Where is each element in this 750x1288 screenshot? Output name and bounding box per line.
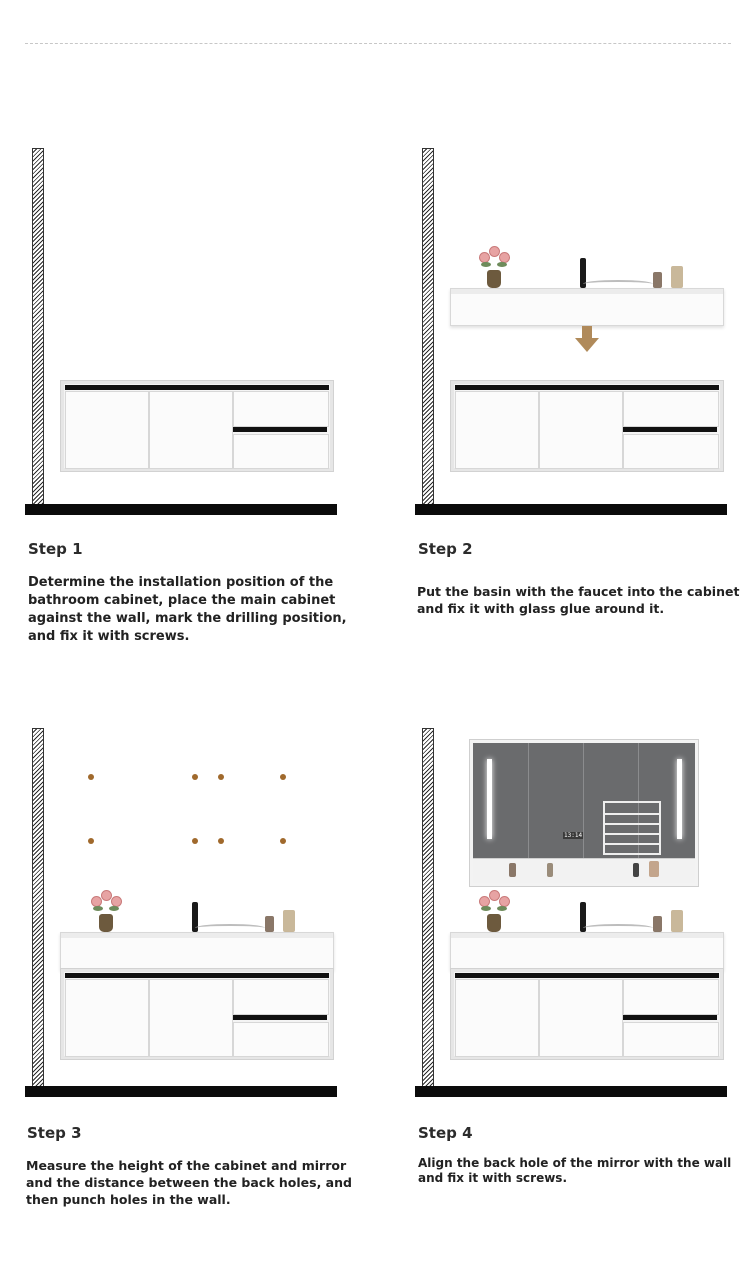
shelf-bottle	[649, 861, 659, 877]
step-description: Measure the height of the cabinet and mirror and the distance between the back holes, and then punch holes in the wall.	[26, 1158, 352, 1207]
main-cabinet	[60, 968, 334, 1060]
faucet-spout	[195, 924, 265, 932]
drawer-handle	[233, 427, 327, 432]
shelf-bottle	[633, 863, 639, 877]
led-light-strip	[677, 759, 682, 839]
cabinet-door	[149, 391, 233, 469]
cabinet-door	[65, 979, 149, 1057]
flower-vase	[487, 270, 501, 288]
basin-surface	[61, 933, 333, 938]
mirror-open-shelf	[473, 858, 695, 883]
lotion-bottle	[671, 266, 683, 288]
cabinet-drawer	[623, 391, 719, 427]
reflected-towel-rack	[603, 801, 661, 855]
basin-surface	[451, 933, 723, 938]
step-description: Put the basin with the faucet into the cabinet and fix it with glass glue around it.	[417, 584, 740, 616]
soap-bottle	[265, 916, 274, 932]
flowers	[89, 888, 123, 914]
drawer-handle	[233, 1015, 327, 1020]
cabinet-door	[65, 391, 149, 469]
step-2-panel	[415, 148, 750, 708]
drill-hole-marker	[218, 838, 224, 844]
shelf-bottle	[547, 863, 553, 877]
mirror-cabinet	[470, 740, 698, 886]
cabinet-drawer	[233, 1022, 329, 1057]
cabinet-top-handle	[455, 385, 719, 390]
flower-vase	[99, 914, 113, 932]
basin-countertop	[450, 288, 724, 326]
wall-hatch	[422, 148, 434, 506]
drawer-handle	[623, 427, 717, 432]
step-1-panel	[25, 148, 385, 708]
cabinet-drawer	[623, 1022, 719, 1057]
floor-line	[25, 1086, 337, 1097]
soap-bottle	[653, 272, 662, 288]
step-description: Align the back hole of the mirror with the wall and fix it with screws.	[418, 1156, 732, 1185]
basin-countertop	[60, 932, 334, 970]
mirror-panel-divider	[528, 743, 529, 859]
step-title: Step 4	[418, 1124, 473, 1142]
led-light-strip	[487, 759, 492, 839]
step-title: Step 2	[418, 540, 473, 558]
dashed-divider	[25, 43, 731, 44]
step-3-panel	[25, 728, 385, 1288]
main-cabinet	[450, 968, 724, 1060]
cropped-top-labels	[0, 0, 750, 5]
faucet-spout	[583, 924, 653, 932]
drill-hole-marker	[88, 774, 94, 780]
cabinet-top-handle	[65, 385, 329, 390]
main-cabinet	[450, 380, 724, 472]
floor-line	[415, 504, 727, 515]
cabinet-door	[455, 391, 539, 469]
cabinet-top-handle	[65, 973, 329, 978]
wall-hatch	[32, 728, 44, 1088]
faucet-spout	[583, 280, 653, 288]
floor-line	[415, 1086, 727, 1097]
lotion-bottle	[283, 910, 295, 932]
cabinet-door	[149, 979, 233, 1057]
cabinet-top-handle	[455, 973, 719, 978]
drill-hole-marker	[88, 838, 94, 844]
down-arrow-icon-stem	[582, 326, 592, 339]
step-title: Step 3	[27, 1124, 82, 1142]
basin-countertop	[450, 932, 724, 970]
floor-line	[25, 504, 337, 515]
mirror-clock-display: 13:14	[564, 832, 583, 839]
cabinet-drawer	[623, 434, 719, 469]
flowers	[477, 888, 511, 914]
cabinet-drawer	[233, 434, 329, 469]
drill-hole-marker	[280, 838, 286, 844]
flowers	[477, 244, 511, 270]
flower-vase	[487, 914, 501, 932]
drill-hole-marker	[280, 774, 286, 780]
step-description: Determine the installation position of the bathroom cabinet, place the main cabinet against the wall, mark the drilling position, and fix it with screws.	[28, 575, 347, 644]
shelf-bottle	[509, 863, 516, 877]
cabinet-door	[539, 391, 623, 469]
basin-surface	[451, 289, 723, 294]
drill-hole-marker	[192, 774, 198, 780]
cabinet-drawer	[233, 391, 329, 427]
wall-hatch	[32, 148, 44, 506]
drill-hole-marker	[218, 774, 224, 780]
drill-hole-marker	[192, 838, 198, 844]
main-cabinet	[60, 380, 334, 472]
soap-bottle	[653, 916, 662, 932]
down-arrow-icon	[575, 338, 599, 352]
cabinet-door	[455, 979, 539, 1057]
step-4-panel	[415, 728, 750, 1288]
wall-hatch	[422, 728, 434, 1088]
step-title: Step 1	[28, 540, 83, 558]
mirror-panel-divider	[583, 743, 584, 859]
cabinet-drawer	[233, 979, 329, 1015]
cabinet-door	[539, 979, 623, 1057]
cabinet-drawer	[623, 979, 719, 1015]
drawer-handle	[623, 1015, 717, 1020]
lotion-bottle	[671, 910, 683, 932]
